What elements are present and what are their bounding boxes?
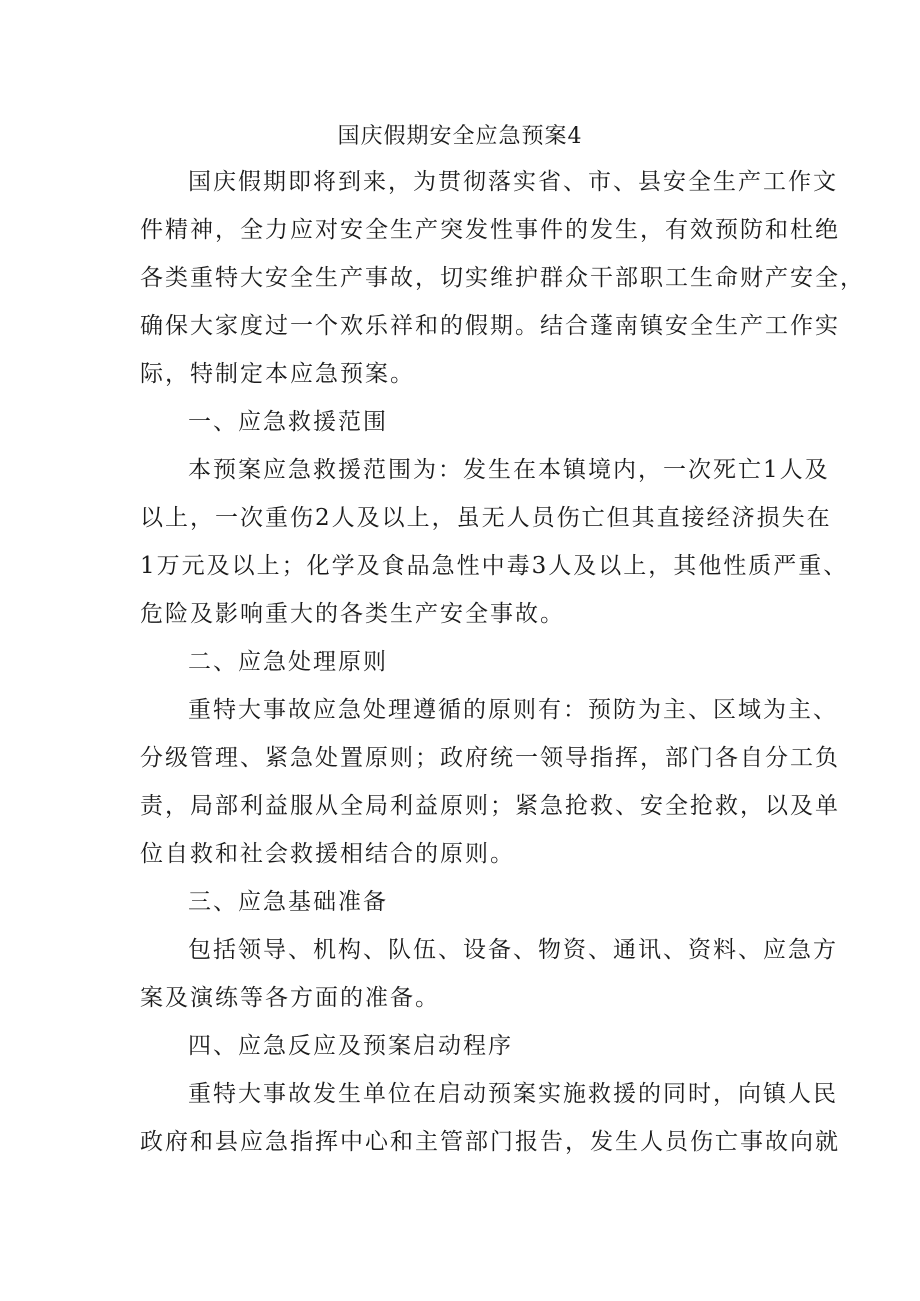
paragraph-line: 包括领导、机构、队伍、设备、物资、通讯、资料、应急方 [188,937,838,963]
paragraph-line: 国庆假期即将到来，为贯彻落实省、市、县安全生产工作文 [188,169,838,195]
paragraph-line: 分级管理、紧急处置原则；政府统一领导指挥，部门各自分工负 [140,745,840,771]
paragraph-line: 重特大事故应急处理遵循的原则有：预防为主、区域为主、 [188,697,838,723]
paragraph-line: 1万元及以上；化学及食品急性中毒3人及以上，其他性质严重、 [140,553,849,579]
document-title: 国庆假期安全应急预案4 [337,124,583,149]
section-heading: 三、应急基础准备 [188,889,388,915]
paragraph-line: 件精神，全力应对安全生产突发性事件的发生，有效预防和杜绝 [140,217,840,243]
section-heading: 一、应急救援范围 [188,409,388,435]
paragraph-line: 位自救和社会救援相结合的原则。 [140,841,515,867]
paragraph-line: 确保大家度过一个欢乐祥和的假期。结合蓬南镇安全生产工作实 [140,313,840,339]
section-heading: 四、应急反应及预案启动程序 [188,1033,513,1059]
paragraph-line: 政府和县应急指挥中心和主管部门报告，发生人员伤亡事故向就 [140,1129,840,1155]
paragraph-line: 案及演练等各方面的准备。 [140,985,440,1011]
paragraph-line: 际，特制定本应急预案。 [140,361,415,387]
paragraph-line: 责，局部利益服从全局利益原则；紧急抢救、安全抢救，以及单 [140,793,840,819]
paragraph-line: 本预案应急救援范围为：发生在本镇境内，一次死亡1人及 [188,457,830,483]
section-heading: 二、应急处理原则 [188,649,388,675]
paragraph-line: 危险及影响重大的各类生产安全事故。 [140,601,565,627]
paragraph-line: 以上，一次重伤2人及以上，虽无人员伤亡但其直接经济损失在 [140,505,832,531]
paragraph-line: 各类重特大安全生产事故，切实维护群众干部职工生命财产安全， [140,265,865,291]
paragraph-line: 重特大事故发生单位在启动预案实施救援的同时，向镇人民 [188,1081,838,1107]
